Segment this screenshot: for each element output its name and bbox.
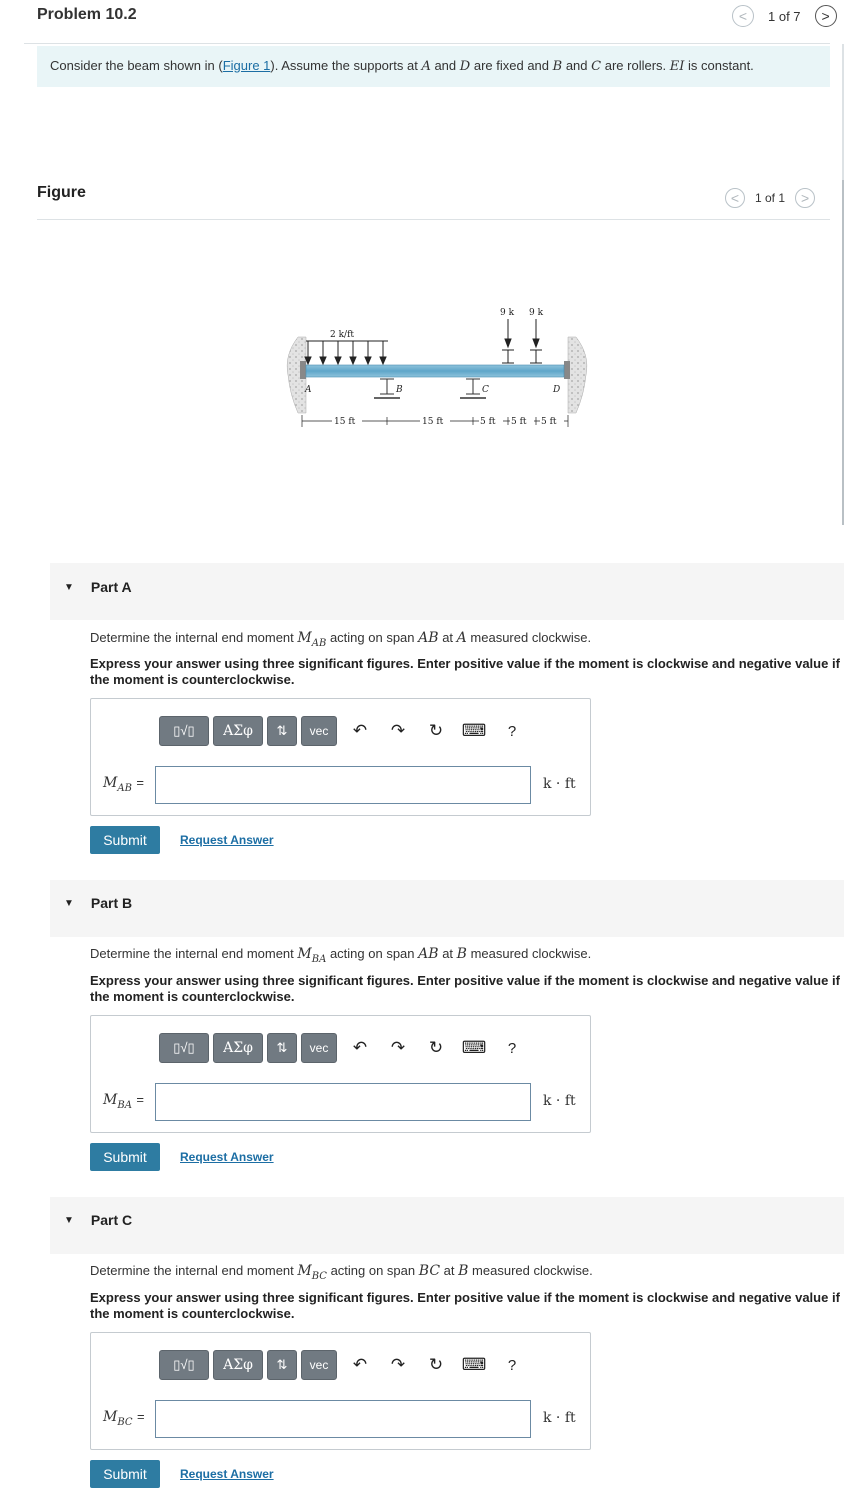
undo-icon[interactable]: ↶ (352, 1038, 368, 1057)
reset-icon[interactable]: ↻ (428, 1038, 444, 1057)
prev-problem-button[interactable] (732, 5, 754, 27)
question-text: measured clockwise. (470, 630, 592, 645)
dist-load-label: 2 k/ft (330, 330, 355, 340)
var-a: A (421, 59, 431, 74)
question-text: Determine the internal end moment (90, 630, 294, 645)
equals-sign: = (136, 1409, 145, 1424)
problem-pager (732, 5, 837, 27)
beam-figure (270, 295, 600, 435)
vector-button[interactable]: vec (301, 1033, 337, 1063)
point-a-label: A (305, 385, 312, 395)
part-c-request-answer-link[interactable]: Request Answer (180, 1467, 274, 1481)
moment-symbol: M (297, 630, 312, 646)
moment-symbol: M (297, 946, 312, 962)
prev-figure-button[interactable] (725, 188, 745, 208)
part-a-answer-input[interactable] (155, 766, 531, 804)
equals-sign: = (136, 1092, 144, 1107)
part-c-input-label (103, 1409, 145, 1428)
part-a-request-answer-link[interactable]: Request Answer (180, 833, 274, 847)
part-a-submit-button[interactable]: Submit (90, 826, 160, 854)
part-b-submit-button[interactable]: Submit (90, 1143, 160, 1171)
question-text: acting on span (330, 1263, 416, 1278)
intro-text: and (565, 58, 588, 73)
point-load-2-label: 9 k (529, 308, 544, 318)
dim-bc: 15 ft (422, 417, 444, 427)
chevron-left-icon: < (738, 8, 748, 24)
fixed-support-d (568, 337, 587, 413)
vector-button[interactable]: vec (301, 1350, 337, 1380)
moment-subscript: BC (117, 1416, 133, 1428)
part-b-input-label (103, 1092, 144, 1111)
keyboard-icon[interactable]: ⌨ (461, 1038, 487, 1057)
part-c-title: Part C (90, 1212, 133, 1228)
header-divider (24, 43, 830, 44)
part-b-request-answer-link[interactable]: Request Answer (180, 1150, 274, 1164)
greek-symbols-button[interactable]: ΑΣφ (213, 1033, 263, 1063)
next-problem-button[interactable] (815, 5, 837, 27)
point-d-label: D (553, 385, 561, 395)
intro-text: and (434, 58, 457, 73)
question-text: at (442, 630, 454, 645)
caret-down-icon: ▼ (64, 897, 74, 909)
moment-symbol: M (103, 775, 118, 791)
dim-p1-p2: 5 ft (511, 417, 527, 427)
undo-icon[interactable]: ↶ (352, 1355, 368, 1374)
arrows-button[interactable]: ⇅ (267, 716, 297, 746)
figure-divider (37, 219, 830, 220)
next-figure-button[interactable] (795, 188, 815, 208)
chevron-left-icon: < (730, 190, 740, 206)
intro-text: Consider the beam shown in ( (50, 58, 223, 73)
part-c-toolbar (159, 1350, 531, 1380)
part-b-header-bar[interactable] (50, 880, 844, 937)
keyboard-icon[interactable]: ⌨ (461, 721, 487, 740)
span-label: AB (418, 630, 439, 646)
question-text: at (442, 946, 454, 961)
dim-c-p1: 5 ft (480, 417, 496, 427)
figure-pager (725, 188, 815, 208)
intro-text: ). Assume the supports at (270, 58, 418, 73)
moment-symbol: M (297, 1263, 312, 1279)
intro-text: are fixed and (473, 58, 550, 73)
point-label: B (458, 1263, 469, 1279)
greek-symbols-button[interactable]: ΑΣφ (213, 1350, 263, 1380)
span-label: AB (418, 946, 439, 962)
beam (306, 365, 564, 377)
scroll-thumb[interactable] (842, 180, 844, 525)
part-a-instructions: Express your answer using three significant figures. Enter positive value if the moment is clockwise and negative value if the moment is counterclockwise. (90, 656, 840, 687)
var-ei: EI (669, 59, 685, 74)
var-b: B (552, 59, 563, 74)
dim-p2-d: 5 ft (541, 417, 557, 427)
intro-text: are rollers. (604, 58, 667, 73)
redo-icon[interactable]: ↷ (390, 1038, 406, 1057)
question-text: acting on span (329, 630, 415, 645)
reset-icon[interactable]: ↻ (428, 721, 444, 740)
var-c: C (591, 59, 602, 74)
arrows-button[interactable]: ⇅ (267, 1350, 297, 1380)
moment-subscript: AB (117, 782, 132, 794)
part-b-instructions: Express your answer using three significant figures. Enter positive value if the moment is clockwise and negative value if the moment is counterclockwise. (90, 973, 840, 1004)
question-text: measured clockwise. (472, 1263, 593, 1278)
wall-plate-d (564, 361, 570, 379)
problem-title: Problem 10.2 (37, 6, 137, 23)
moment-symbol: M (103, 1409, 118, 1425)
question-text: Determine the internal end moment (90, 946, 294, 961)
span-label: BC (418, 1263, 441, 1279)
part-c-unit: k · ft (543, 1410, 576, 1426)
dim-ab: 15 ft (334, 417, 356, 427)
part-a-toolbar (159, 716, 531, 746)
figure-pager-text: 1 of 1 (755, 191, 786, 205)
equals-sign: = (136, 775, 144, 790)
dist-load-arrows (305, 341, 386, 364)
reset-icon[interactable]: ↻ (428, 1355, 444, 1374)
part-c-answer-input[interactable] (155, 1400, 531, 1438)
moment-subscript: BC (311, 1270, 327, 1282)
templates-button[interactable]: ▯√▯ (159, 716, 209, 746)
help-icon[interactable]: ? (507, 1356, 517, 1374)
question-text: acting on span (329, 946, 415, 961)
question-text: measured clockwise. (470, 946, 592, 961)
templates-button[interactable]: ▯√▯ (159, 1350, 209, 1380)
part-c-header-bar[interactable] (50, 1197, 844, 1254)
part-b-header[interactable] (64, 895, 132, 911)
moment-subscript: BA (117, 1099, 132, 1111)
part-a-input-label (103, 775, 144, 794)
part-b-unit: k · ft (543, 1093, 576, 1109)
part-a-question (90, 630, 591, 649)
caret-down-icon: ▼ (64, 1214, 74, 1226)
chevron-right-icon: > (800, 190, 810, 206)
point-label: B (456, 946, 467, 962)
part-c-instructions: Express your answer using three significant figures. Enter positive value if the moment is clockwise and negative value if the moment is counterclockwise. (90, 1290, 840, 1321)
templates-button[interactable]: ▯√▯ (159, 1033, 209, 1063)
part-a-header-bar[interactable] (50, 563, 844, 620)
part-b-toolbar (159, 1033, 531, 1063)
point-b-label: B (396, 385, 403, 395)
help-icon[interactable]: ? (507, 1039, 517, 1057)
part-a-title: Part A (90, 579, 132, 595)
chevron-right-icon: > (821, 8, 830, 24)
point-c-label: C (482, 385, 489, 395)
arrows-button[interactable]: ⇅ (267, 1033, 297, 1063)
moment-subscript: AB (311, 637, 327, 649)
point-load-1-label: 9 k (500, 308, 515, 318)
part-b-title: Part B (90, 895, 133, 911)
point-load-1 (502, 319, 514, 363)
question-text: at (443, 1263, 455, 1278)
part-a-header[interactable] (64, 579, 132, 595)
vector-button[interactable]: vec (301, 716, 337, 746)
part-b-answer-input[interactable] (155, 1083, 531, 1121)
figure-heading: Figure (37, 184, 86, 201)
wall-plate-a (300, 361, 306, 379)
part-b-question (90, 946, 591, 965)
undo-icon[interactable]: ↶ (352, 721, 368, 740)
greek-symbols-button[interactable]: ΑΣφ (213, 716, 263, 746)
redo-icon[interactable]: ↷ (390, 721, 406, 740)
part-c-header[interactable] (64, 1212, 132, 1228)
point-load-2 (530, 319, 542, 363)
problem-pager-text: 1 of 7 (768, 8, 801, 24)
problem-statement (37, 46, 830, 87)
part-a-unit: k · ft (543, 776, 576, 792)
caret-down-icon: ▼ (64, 581, 74, 593)
question-text: Determine the internal end moment (90, 1263, 294, 1278)
part-c-question (90, 1263, 593, 1282)
moment-symbol: M (103, 1092, 118, 1108)
var-d: D (459, 59, 471, 74)
help-icon[interactable]: ? (507, 722, 517, 740)
moment-subscript: BA (311, 953, 327, 965)
figure-link[interactable]: Figure 1 (222, 58, 271, 73)
point-label: A (456, 630, 467, 646)
redo-icon[interactable]: ↷ (390, 1355, 406, 1374)
part-c-submit-button[interactable]: Submit (90, 1460, 160, 1488)
intro-text: is constant. (688, 58, 754, 73)
keyboard-icon[interactable]: ⌨ (461, 1355, 487, 1374)
